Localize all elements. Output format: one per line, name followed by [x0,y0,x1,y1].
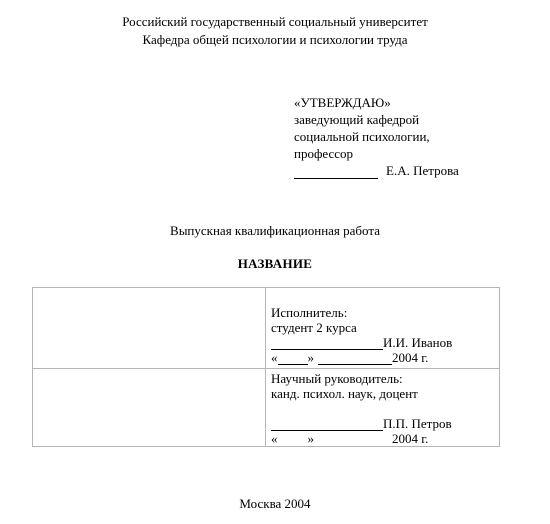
city-year: Москва 2004 [239,496,311,511]
document-header [0,13,550,49]
university-name: Российский государственный социальный университет [122,14,428,29]
day-blank [278,433,308,446]
supervisor-cell [271,371,497,446]
executor-date-line [271,350,497,365]
executor-signature-line [271,335,497,350]
approver-position-line-2: социальной психологии, [294,129,430,144]
approver-position-line-1: заведующий кафедрой [294,112,420,127]
quote-open: « [271,350,278,365]
approver-title: профессор [294,146,354,161]
quote-open: « [271,431,278,446]
quote-close: » [307,350,314,365]
department-name: Кафедра общей психологии и психологии труда [142,32,408,47]
supervisor-year: 2004 г. [392,431,429,446]
month-blank [318,433,392,446]
executor-label: Исполнитель: [271,305,348,320]
signature-blank [271,336,383,350]
executor-role: студент 2 курса [271,320,357,335]
supervisor-name: П.П. Петров [383,416,452,431]
approver-signature-line [294,162,544,179]
work-title: НАЗВАНИЕ [237,256,313,271]
supervisor-date-line [271,431,497,446]
supervisor-signature-line [271,416,497,431]
month-blank [318,351,392,365]
signature-blank [294,164,378,179]
quote-close: » [307,431,314,446]
approval-stamp: «УТВЕРЖДАЮ» [294,95,391,110]
day-blank [278,351,308,365]
table-vertical-divider [265,288,266,446]
executor-name: И.И. Иванов [383,335,453,350]
supervisor-label: Научный руководитель: [271,371,403,386]
executor-cell [271,305,497,365]
approval-block [294,94,544,179]
supervisor-role: канд. психол. наук, доцент [271,386,418,401]
executor-year: 2004 г. [392,350,429,365]
signature-blank [271,417,383,431]
table-horizontal-divider [33,368,499,369]
signature-table [32,287,500,447]
approver-name: Е.А. Петрова [386,163,459,178]
work-type: Выпускная квалификационная работа [170,223,380,238]
empty-line [271,401,497,416]
